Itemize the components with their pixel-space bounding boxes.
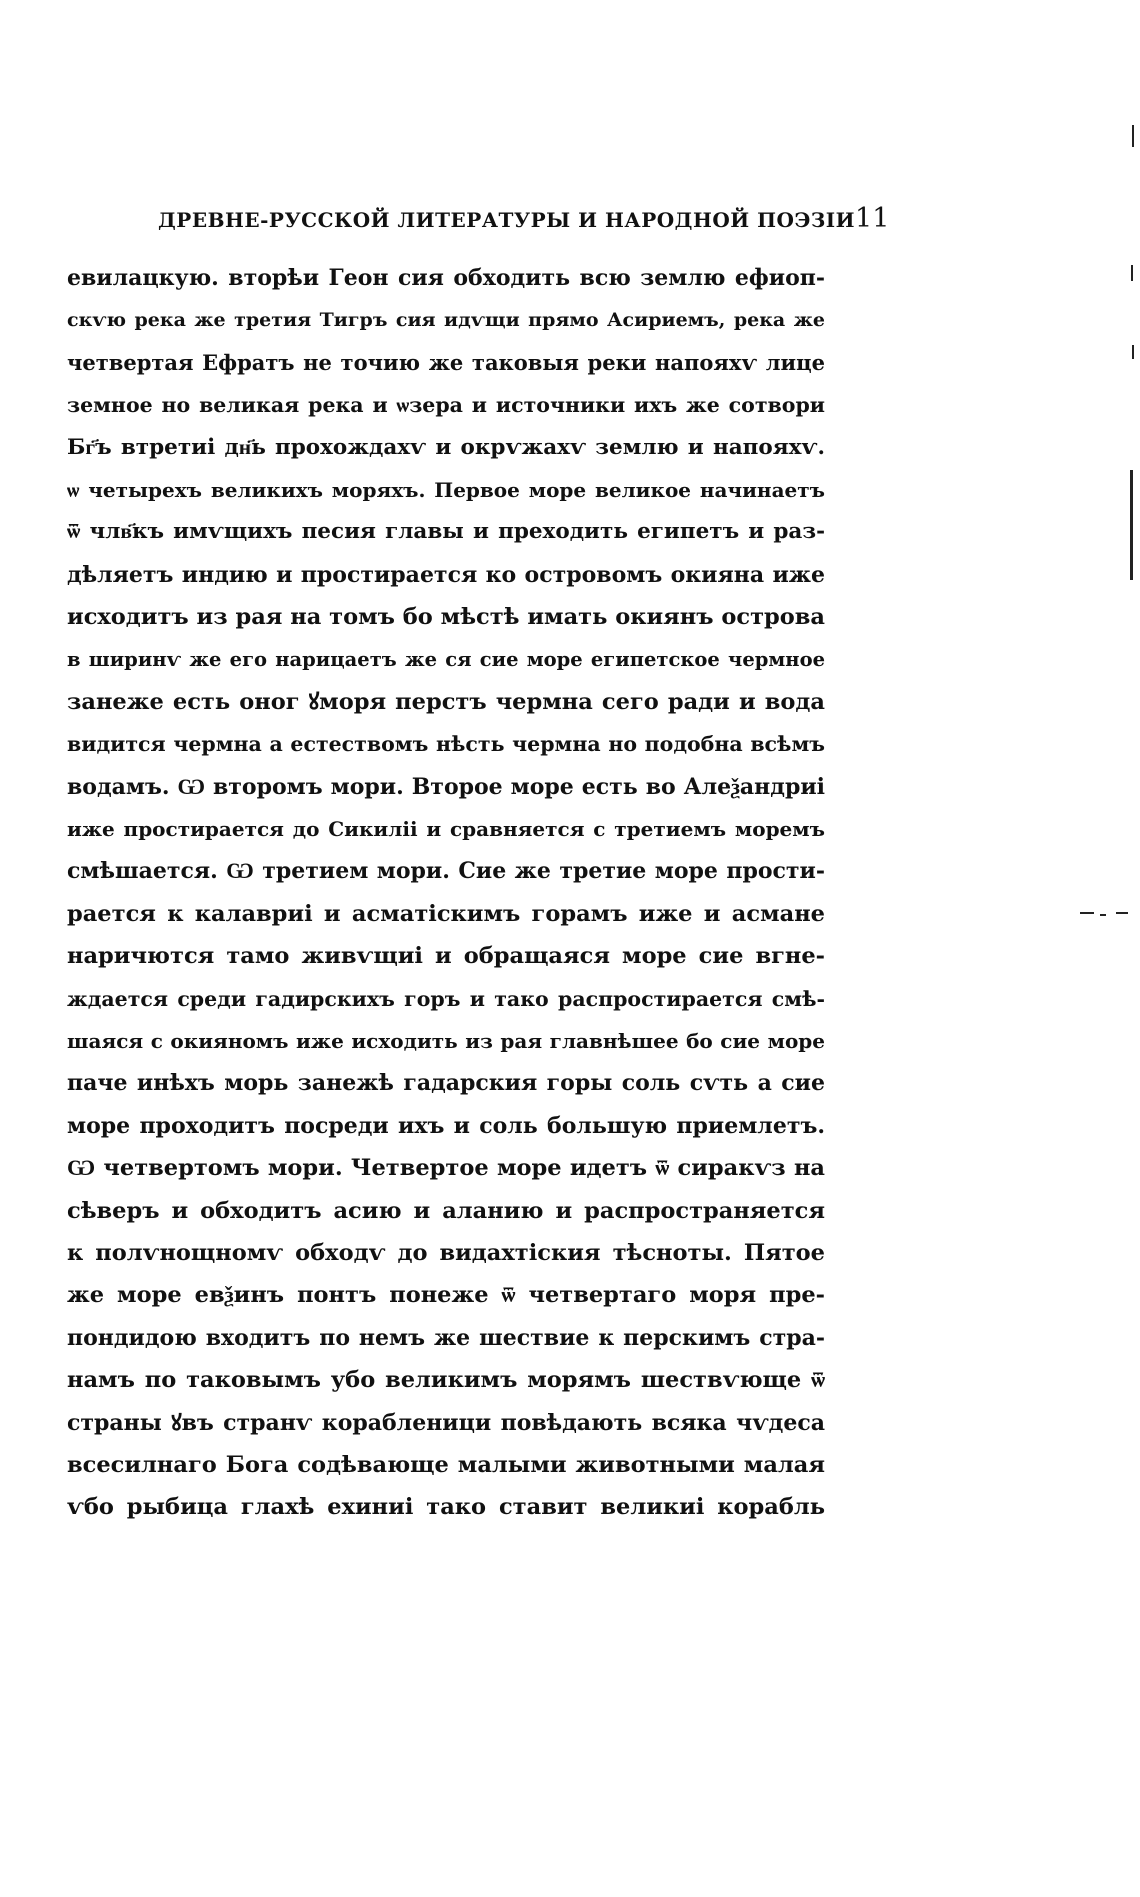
body-text <box>67 257 825 1529</box>
text-line: Ѡ четвертомъ мори. Четвертое море идетъ ѿ сиракѵз на <box>67 1155 825 1182</box>
text-line: сѣверъ и обходитъ асию и аланию и распространяется <box>67 1197 825 1224</box>
text-line: море проходитъ посреди ихъ и соль большую приемлетъ. <box>67 1112 825 1139</box>
running-head <box>158 203 890 237</box>
text-line: ѡ четырехъ великихъ моряхъ. Первое море великое начинаетъ <box>67 477 825 502</box>
text-line: Бг҃ъ втретиі дн҃ь прохождахѵ и окрѵжахѵ землю и напояхѵ. <box>67 434 825 460</box>
text-line: земное но великая река и ѡзера и источники ихъ же сотвори <box>67 393 825 418</box>
text-line: всесилнаго Бога содѣвающе малыми животными малая <box>67 1451 825 1478</box>
text-line: страны ꙋвъ странѵ корабленици повѣдають всяка чѵдеса <box>67 1409 825 1436</box>
text-line: евилацкую. вторѣи Геон сия обходить всю землю ефиоп- <box>67 265 825 291</box>
text-line: рается к калавриі и асматіскимъ горамъ иже и асмане <box>67 900 825 927</box>
text-line: ждается среди гадирскихъ горъ и тако распростирается смѣ- <box>67 986 825 1011</box>
scan-edge-mark <box>1116 912 1128 914</box>
text-line: водамъ. Ѡ второмъ мори. Второе море есть во Алеѯандриі <box>67 773 825 800</box>
scan-edge-mark <box>1080 912 1094 914</box>
text-line: ѿ члв҃къ имѵщихъ песия главы и преходить египетъ и раз- <box>67 519 825 545</box>
scan-edge-mark <box>1100 914 1106 916</box>
text-line: смѣшается. Ѡ третием мори. Сие же третие море прости- <box>67 858 825 885</box>
running-title: ДРЕВНЕ-РУССКОЙ ЛИТЕРАТУРЫ И НАРОДНОЙ ПОЭЗІИ <box>158 208 856 232</box>
text-line: видится чермна а естествомъ нѣсть чермна но подобна всѣмъ <box>67 732 825 757</box>
text-line: четвертая Ефратъ не точию же таковыя реки напояхѵ лице <box>67 349 825 375</box>
text-line: занеже есть оног ꙋморя перстъ чермна сего ради и вода <box>67 688 825 715</box>
page-number: 11 <box>855 203 890 234</box>
text-line: пондидою входитъ по немъ же шествие к перскимъ стра- <box>67 1324 825 1351</box>
text-line: к полѵнощномѵ обходѵ до видахтіския тѣсноты. Пятое <box>67 1239 825 1266</box>
text-line: шаяся с окияномъ иже исходить из рая главнѣшее бо сие море <box>67 1029 825 1054</box>
scan-edge-mark <box>1131 265 1133 281</box>
text-line: паче инѣхъ морь занежѣ гадарския горы соль сѵть а сие <box>67 1070 825 1097</box>
scan-edge-mark <box>1132 125 1134 147</box>
scan-edge-mark <box>1130 470 1133 580</box>
text-line: исходитъ из рая на томъ бо мѣстѣ имать окиянъ острова <box>67 604 825 631</box>
text-line: иже простирается до Сикиліі и сравняется с третиемъ моремъ <box>67 817 825 842</box>
text-line: наричются тамо живѵщиі и обращаяся море сие вгне- <box>67 943 825 970</box>
text-line: же море евѯинъ понтъ понеже ѿ четвертаго моря пре- <box>67 1282 825 1309</box>
text-line: дѣляетъ индию и простирается ко островомъ окияна иже <box>67 561 825 588</box>
text-line: намъ по таковымъ убо великимъ морямъ шествѵюще ѿ <box>67 1367 825 1394</box>
text-line: скѵю река же третия Тигръ сия идѵщи прямо Асириемъ, река же <box>67 309 825 332</box>
text-line: в ширинѵ же его нарицаетъ же ся сие море египетское чермное <box>67 647 825 671</box>
scan-edge-mark <box>1132 345 1134 359</box>
text-line: ѵбо рыбица глахѣ ехиниі тако ставит великиі корабль <box>67 1494 825 1521</box>
